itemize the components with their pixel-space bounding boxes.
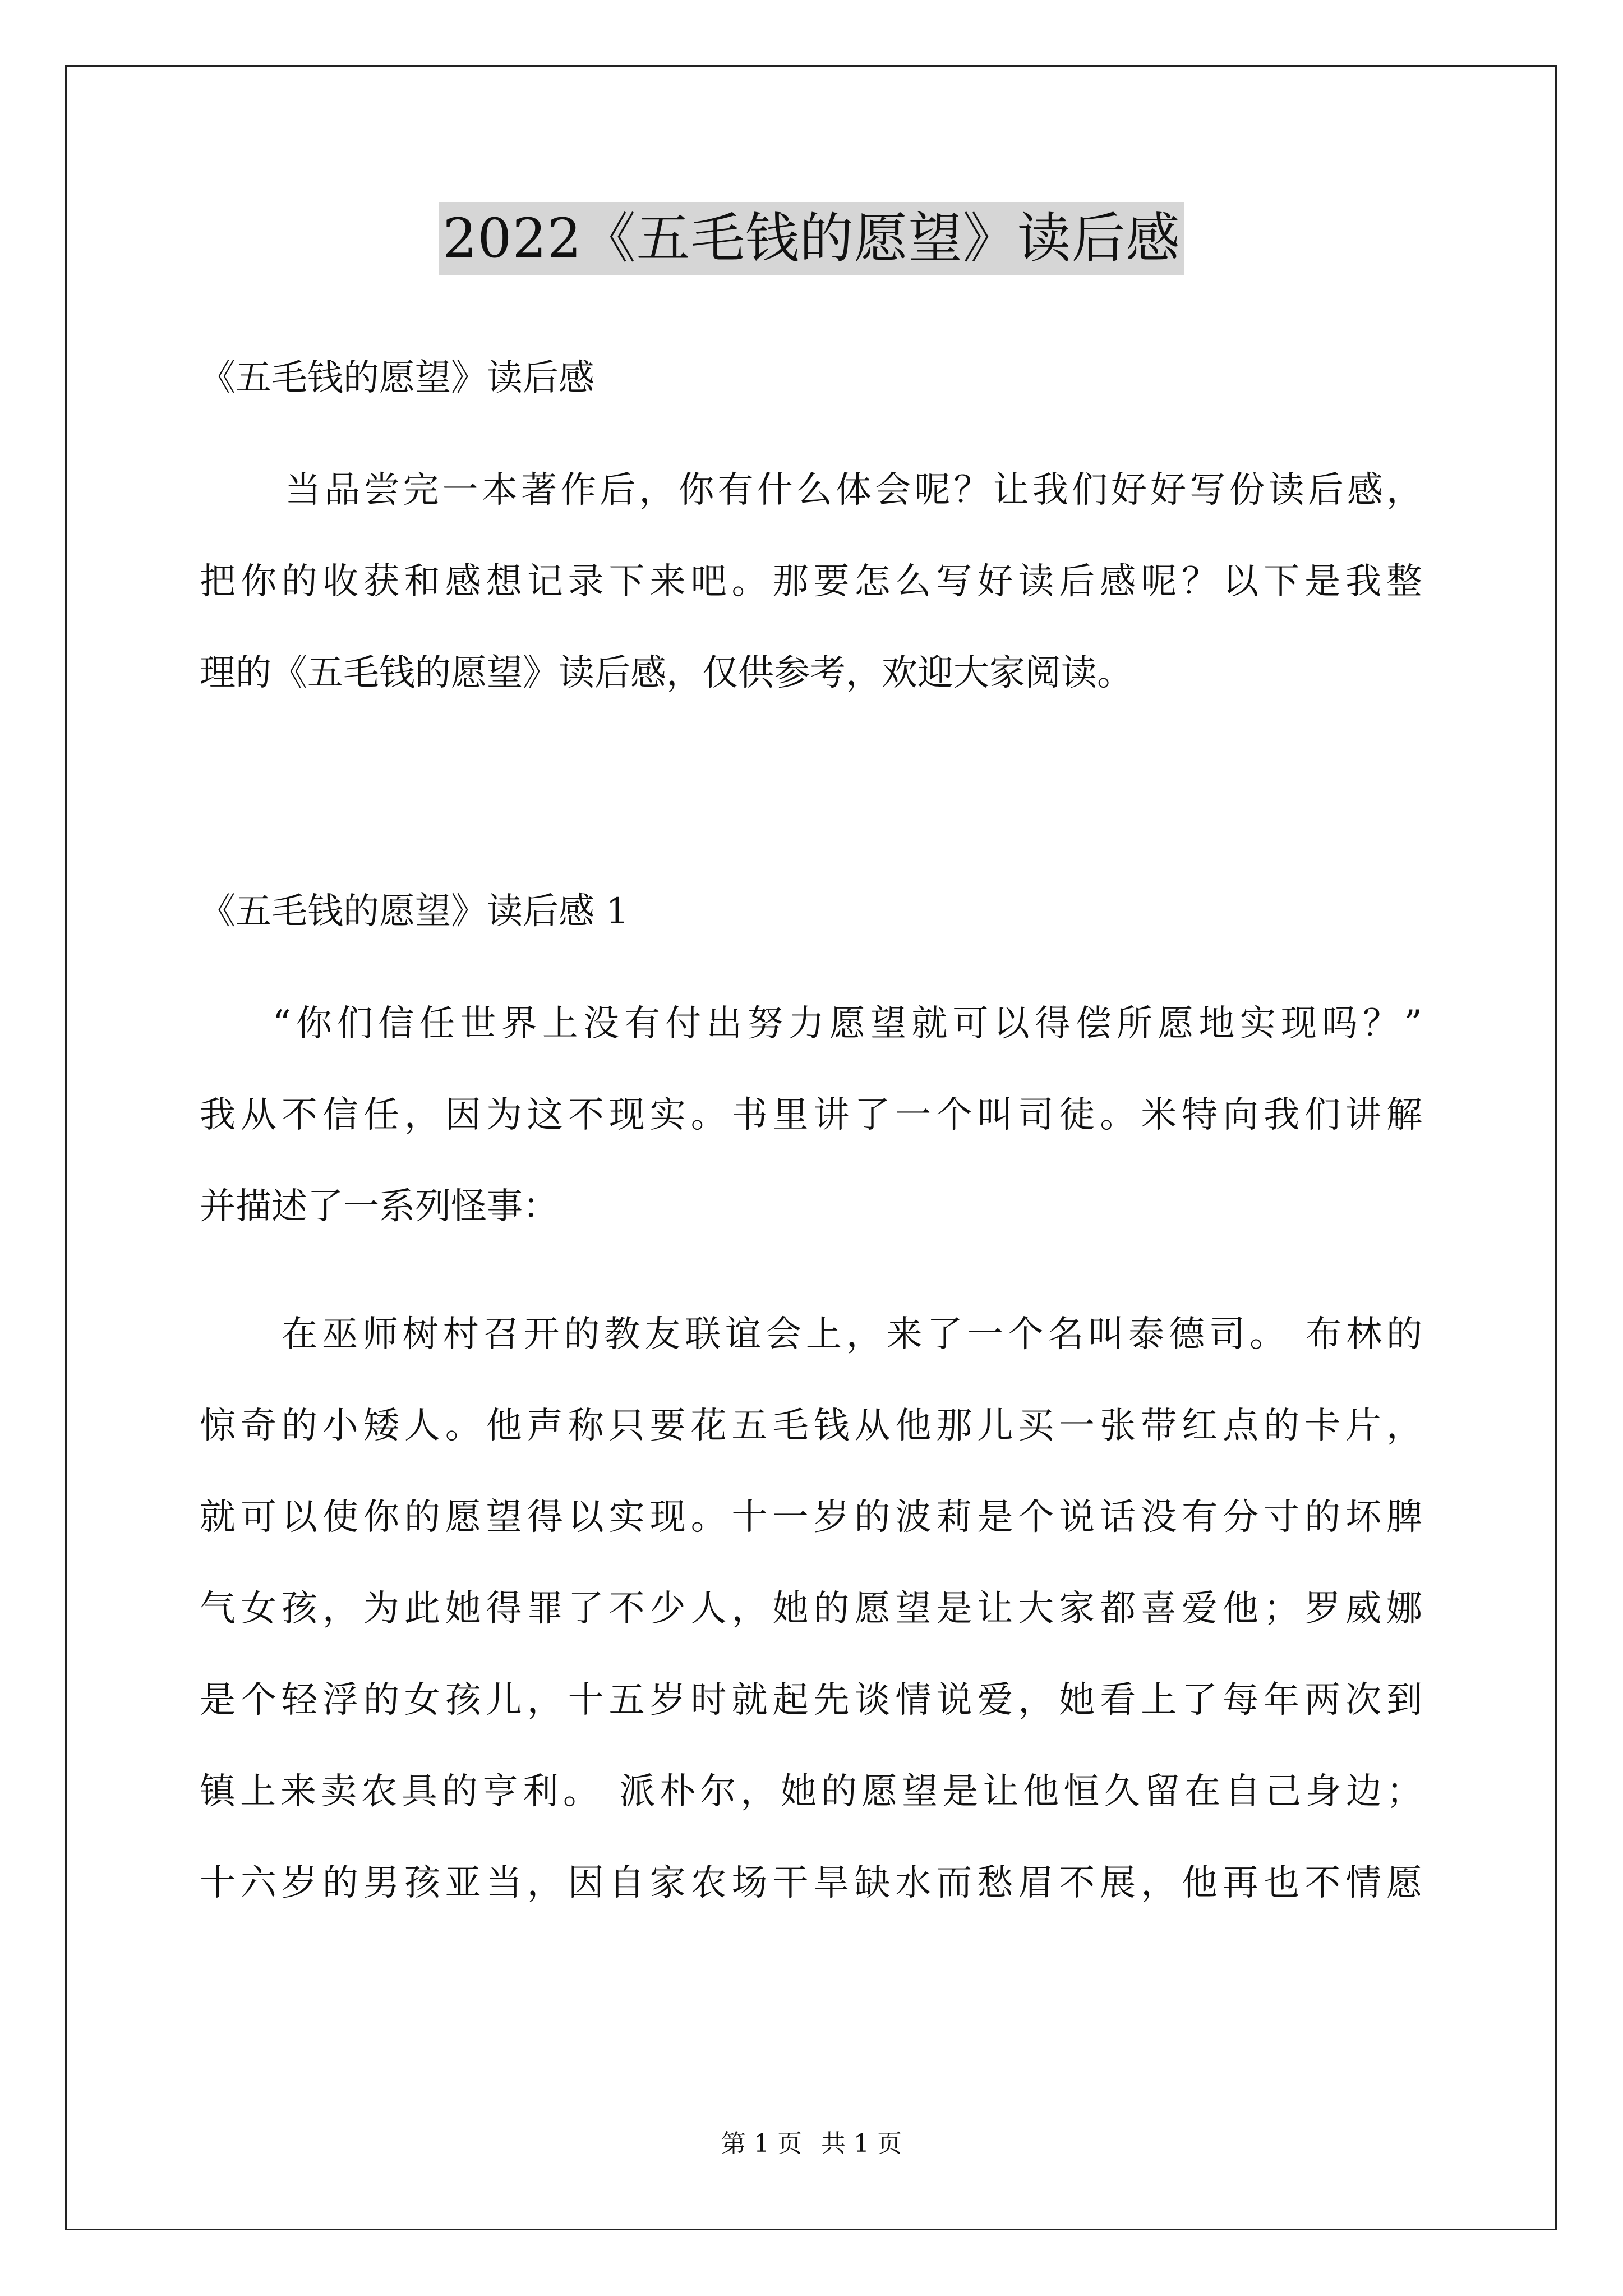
page-total: 共 1 页: [821, 2129, 902, 2158]
para1-line-3: 并描述了一系列怪事：: [200, 1186, 559, 1227]
para2-line-2: 惊奇的小矮人。他声称只要花五毛钱从他那儿买一张带红点的卡片，: [200, 1405, 1422, 1447]
para2-line-5: 是个轻浮的女孩儿，十五岁时就起先谈情说爱，她看上了每年两次到: [200, 1680, 1422, 1721]
document-title: 2022《五毛钱的愿望》读后感: [439, 202, 1183, 275]
page-footer: [0, 2127, 1623, 2161]
section-heading: 《五毛钱的愿望》读后感: [200, 357, 594, 399]
para2-line-4: 气女孩，为此她得罪了不少人，她的愿望是让大家都喜爱他；罗威娜: [200, 1588, 1422, 1630]
intro-line-2: 把你的收获和感想记录下来吧。那要怎么写好读后感呢？以下是我整: [200, 561, 1422, 602]
page-number: 第 1 页: [721, 2129, 802, 2158]
para2-line-1: 在巫师树村召开的教友联谊会上，来了一个名叫泰德司。 布林的: [282, 1314, 1422, 1355]
intro-line-1: 当品尝完一本著作后，你有什么体会呢？让我们好好写份读后感，: [282, 470, 1422, 511]
title-container: [0, 202, 1623, 275]
para2-line-6: 镇上来卖农具的亨利。 派朴尔，她的愿望是让他恒久留在自己身边；: [200, 1771, 1422, 1812]
para1-line-1: “你们信任世界上没有付出努力愿望就可以得偿所愿地实现吗？”: [273, 1003, 1422, 1045]
para1-line-2: 我从不信任，因为这不现实。书里讲了一个叫司徒。米特向我们讲解: [200, 1094, 1422, 1136]
para2-line-3: 就可以使你的愿望得以实现。十一岁的波莉是个说话没有分寸的坏脾: [200, 1497, 1422, 1538]
intro-line-3: 理的《五毛钱的愿望》读后感，仅供参考，欢迎大家阅读。: [200, 652, 1133, 694]
section-heading-1: 《五毛钱的愿望》读后感 1: [200, 891, 629, 932]
para2-line-7: 十六岁的男孩亚当，因自家农场干旱缺水而愁眉不展，他再也不情愿: [200, 1862, 1422, 1904]
